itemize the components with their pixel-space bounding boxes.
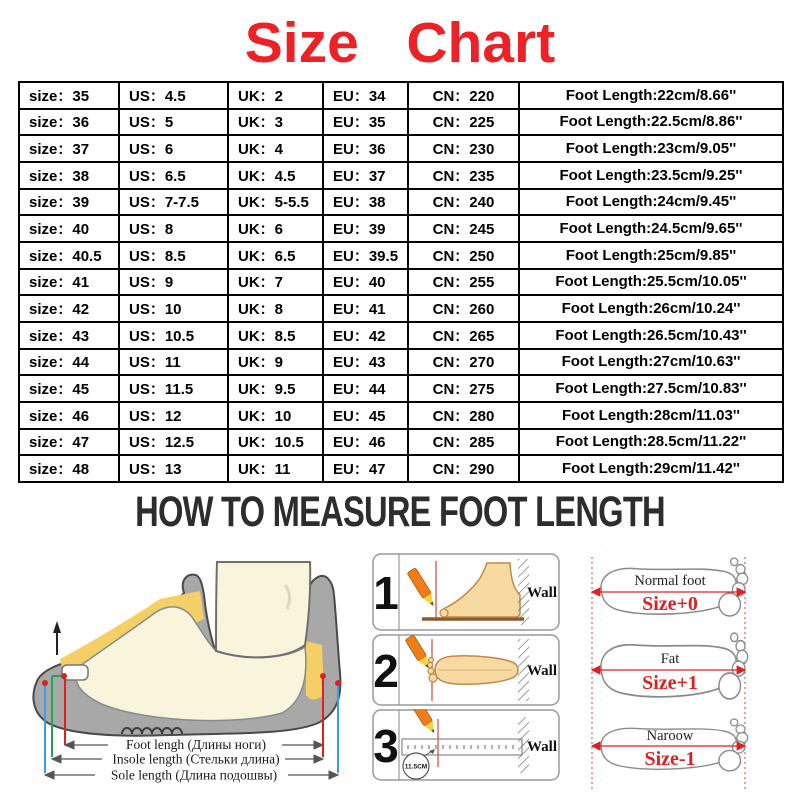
cell-us: US：8 bbox=[119, 215, 228, 242]
cell-cn: CN：280 bbox=[408, 402, 519, 429]
measure-step-2 bbox=[372, 634, 560, 706]
cell-cn: CN：245 bbox=[408, 215, 519, 242]
cell-size: size：43 bbox=[19, 322, 119, 349]
cell-size: size：37 bbox=[19, 135, 119, 162]
cell-us: US：9 bbox=[119, 269, 228, 296]
cell-cn: CN：235 bbox=[408, 162, 519, 189]
cell-us: US：13 bbox=[119, 455, 228, 482]
measure-step-1 bbox=[372, 553, 560, 631]
measure-dot bbox=[320, 673, 326, 679]
cell-size: size：48 bbox=[19, 455, 119, 482]
cell-size: size：38 bbox=[19, 162, 119, 189]
cell-uk: UK：6.5 bbox=[228, 242, 323, 269]
table-row bbox=[19, 189, 783, 216]
table-row bbox=[19, 215, 783, 242]
measure-dot bbox=[61, 673, 67, 679]
table-row bbox=[19, 162, 783, 189]
cell-eu: EU：47 bbox=[323, 455, 408, 482]
foot-type-normal bbox=[592, 558, 748, 616]
cell-foot_length: Foot Length:23cm/9.05'' bbox=[519, 135, 783, 162]
table-row bbox=[19, 242, 783, 269]
leg bbox=[216, 562, 310, 657]
cell-foot_length: Foot Length:22cm/8.66'' bbox=[519, 82, 783, 109]
table-row bbox=[19, 269, 783, 296]
cell-cn: CN：285 bbox=[408, 429, 519, 456]
cell-cn: CN：270 bbox=[408, 349, 519, 376]
cell-eu: EU：34 bbox=[323, 82, 408, 109]
table-row bbox=[19, 322, 783, 349]
foot-length-label: Foot lengh (Длины ноги) bbox=[125, 737, 267, 752]
cell-size: size：47 bbox=[19, 429, 119, 456]
wall-label: Wall bbox=[526, 585, 558, 601]
cell-cn: CN：220 bbox=[408, 82, 519, 109]
foot-type-fat bbox=[592, 633, 748, 699]
cell-size: size：44 bbox=[19, 349, 119, 376]
toe-bump bbox=[428, 668, 434, 674]
page-title: Size Chart bbox=[244, 11, 556, 75]
cell-cn: CN：255 bbox=[408, 269, 519, 296]
cell-foot_length: Foot Length:25.5cm/10.05'' bbox=[519, 269, 783, 296]
cell-us: US：10.5 bbox=[119, 322, 228, 349]
cell-cn: CN：225 bbox=[408, 109, 519, 136]
cell-eu: EU：39 bbox=[323, 215, 408, 242]
cell-cn: CN：230 bbox=[408, 135, 519, 162]
cell-eu: EU：45 bbox=[323, 402, 408, 429]
cell-uk: UK：5-5.5 bbox=[228, 189, 323, 216]
cell-size: size：40.5 bbox=[19, 242, 119, 269]
sole-length-label: Sole length (Длина подошвы) bbox=[110, 767, 278, 783]
table-row bbox=[19, 375, 783, 402]
cell-foot_length: Foot Length:25cm/9.85'' bbox=[519, 242, 783, 269]
cell-size: size：46 bbox=[19, 402, 119, 429]
size-table bbox=[18, 81, 784, 483]
table-row bbox=[19, 82, 783, 109]
ruler-callout: 11.5CM bbox=[404, 763, 428, 771]
table-row bbox=[19, 295, 783, 322]
foot-type-size: Size+1 bbox=[642, 672, 698, 694]
cell-us: US：10 bbox=[119, 295, 228, 322]
cell-us: US：7-7.5 bbox=[119, 189, 228, 216]
measure-heading: HOW TO MEASURE FOOT LENGTH bbox=[135, 488, 665, 536]
measure-dot bbox=[42, 680, 48, 686]
step-number: 2 bbox=[373, 645, 399, 697]
cell-foot_length: Foot Length:24.5cm/9.65'' bbox=[519, 215, 783, 242]
insole-length-label: Insole length (Стельки длина) bbox=[112, 751, 280, 767]
foot-types-diagram bbox=[580, 555, 800, 795]
cell-foot_length: Foot Length:26.5cm/10.43'' bbox=[519, 322, 783, 349]
foot-type-size: Size-1 bbox=[644, 748, 696, 770]
foot-type-size: Size+0 bbox=[642, 593, 698, 615]
cell-uk: UK：8.5 bbox=[228, 322, 323, 349]
step-number: 3 bbox=[373, 720, 399, 772]
cell-foot_length: Foot Length:29cm/11.42'' bbox=[519, 455, 783, 482]
cell-uk: UK：7 bbox=[228, 269, 323, 296]
toe-up-arrow-icon bbox=[53, 621, 61, 655]
insole-heel-yellow bbox=[306, 641, 324, 700]
cell-uk: UK：9 bbox=[228, 349, 323, 376]
cell-cn: CN：240 bbox=[408, 189, 519, 216]
cell-uk: UK：6 bbox=[228, 215, 323, 242]
cell-uk: UK：10 bbox=[228, 402, 323, 429]
measure-step-3 bbox=[372, 709, 560, 781]
wall-label: Wall bbox=[526, 739, 558, 755]
cell-eu: EU：41 bbox=[323, 295, 408, 322]
cell-size: size：39 bbox=[19, 189, 119, 216]
cell-uk: UK：10.5 bbox=[228, 429, 323, 456]
toe-bump bbox=[429, 658, 434, 663]
cell-foot_length: Foot Length:27cm/10.63'' bbox=[519, 349, 783, 376]
cell-cn: CN：290 bbox=[408, 455, 519, 482]
cell-foot_length: Foot Length:27.5cm/10.83'' bbox=[519, 375, 783, 402]
ruler bbox=[402, 739, 522, 755]
cell-eu: EU：40 bbox=[323, 269, 408, 296]
cell-us: US：12 bbox=[119, 402, 228, 429]
cell-eu: EU：44 bbox=[323, 375, 408, 402]
cell-cn: CN：260 bbox=[408, 295, 519, 322]
cell-size: size：40 bbox=[19, 215, 119, 242]
cell-cn: CN：275 bbox=[408, 375, 519, 402]
table-row bbox=[19, 109, 783, 136]
cell-eu: EU：38 bbox=[323, 189, 408, 216]
table-row bbox=[19, 349, 783, 376]
measure-dot bbox=[335, 680, 341, 686]
foot-type-name: Naroow bbox=[646, 728, 694, 744]
cell-us: US：8.5 bbox=[119, 242, 228, 269]
cell-us: US：6 bbox=[119, 135, 228, 162]
cell-eu: EU：46 bbox=[323, 429, 408, 456]
cell-size: size：35 bbox=[19, 82, 119, 109]
cell-uk: UK：3 bbox=[228, 109, 323, 136]
cell-us: US：6.5 bbox=[119, 162, 228, 189]
cell-size: size：45 bbox=[19, 375, 119, 402]
step-number: 1 bbox=[373, 567, 399, 619]
cell-foot_length: Foot Length:26cm/10.24'' bbox=[519, 295, 783, 322]
toe-bump bbox=[440, 609, 448, 617]
cell-us: US：11 bbox=[119, 349, 228, 376]
cell-uk: UK：9.5 bbox=[228, 375, 323, 402]
cell-cn: CN：265 bbox=[408, 322, 519, 349]
cell-eu: EU：39.5 bbox=[323, 242, 408, 269]
cell-eu: EU：35 bbox=[323, 109, 408, 136]
cell-us: US：12.5 bbox=[119, 429, 228, 456]
cell-uk: UK：4.5 bbox=[228, 162, 323, 189]
cell-size: size：41 bbox=[19, 269, 119, 296]
cell-us: US：11.5 bbox=[119, 375, 228, 402]
cell-foot_length: Foot Length:28.5cm/11.22'' bbox=[519, 429, 783, 456]
cell-eu: EU：36 bbox=[323, 135, 408, 162]
cell-foot_length: Foot Length:23.5cm/9.25'' bbox=[519, 162, 783, 189]
cell-uk: UK：11 bbox=[228, 455, 323, 482]
cell-foot_length: Foot Length:22.5cm/8.86'' bbox=[519, 109, 783, 136]
cell-us: US：4.5 bbox=[119, 82, 228, 109]
cell-foot_length: Foot Length:28cm/11.03'' bbox=[519, 402, 783, 429]
table-row bbox=[19, 402, 783, 429]
foot-type-narrow bbox=[592, 719, 748, 771]
cell-eu: EU：43 bbox=[323, 349, 408, 376]
table-row bbox=[19, 429, 783, 456]
cell-eu: EU：37 bbox=[323, 162, 408, 189]
foot-type-name: Fat bbox=[660, 651, 680, 667]
shoe-measure-diagram bbox=[0, 555, 370, 800]
size-table-body bbox=[19, 82, 783, 482]
cell-uk: UK：2 bbox=[228, 82, 323, 109]
cell-uk: UK：4 bbox=[228, 135, 323, 162]
cell-foot_length: Foot Length:24cm/9.45'' bbox=[519, 189, 783, 216]
wall-label: Wall bbox=[526, 663, 558, 679]
table-row bbox=[19, 135, 783, 162]
cell-cn: CN：250 bbox=[408, 242, 519, 269]
cell-eu: EU：42 bbox=[323, 322, 408, 349]
cell-us: US：5 bbox=[119, 109, 228, 136]
toe-bump bbox=[429, 674, 437, 682]
cell-size: size：36 bbox=[19, 109, 119, 136]
cell-size: size：42 bbox=[19, 295, 119, 322]
foot-type-name: Normal foot bbox=[634, 573, 706, 589]
table-row bbox=[19, 455, 783, 482]
cell-uk: UK：8 bbox=[228, 295, 323, 322]
